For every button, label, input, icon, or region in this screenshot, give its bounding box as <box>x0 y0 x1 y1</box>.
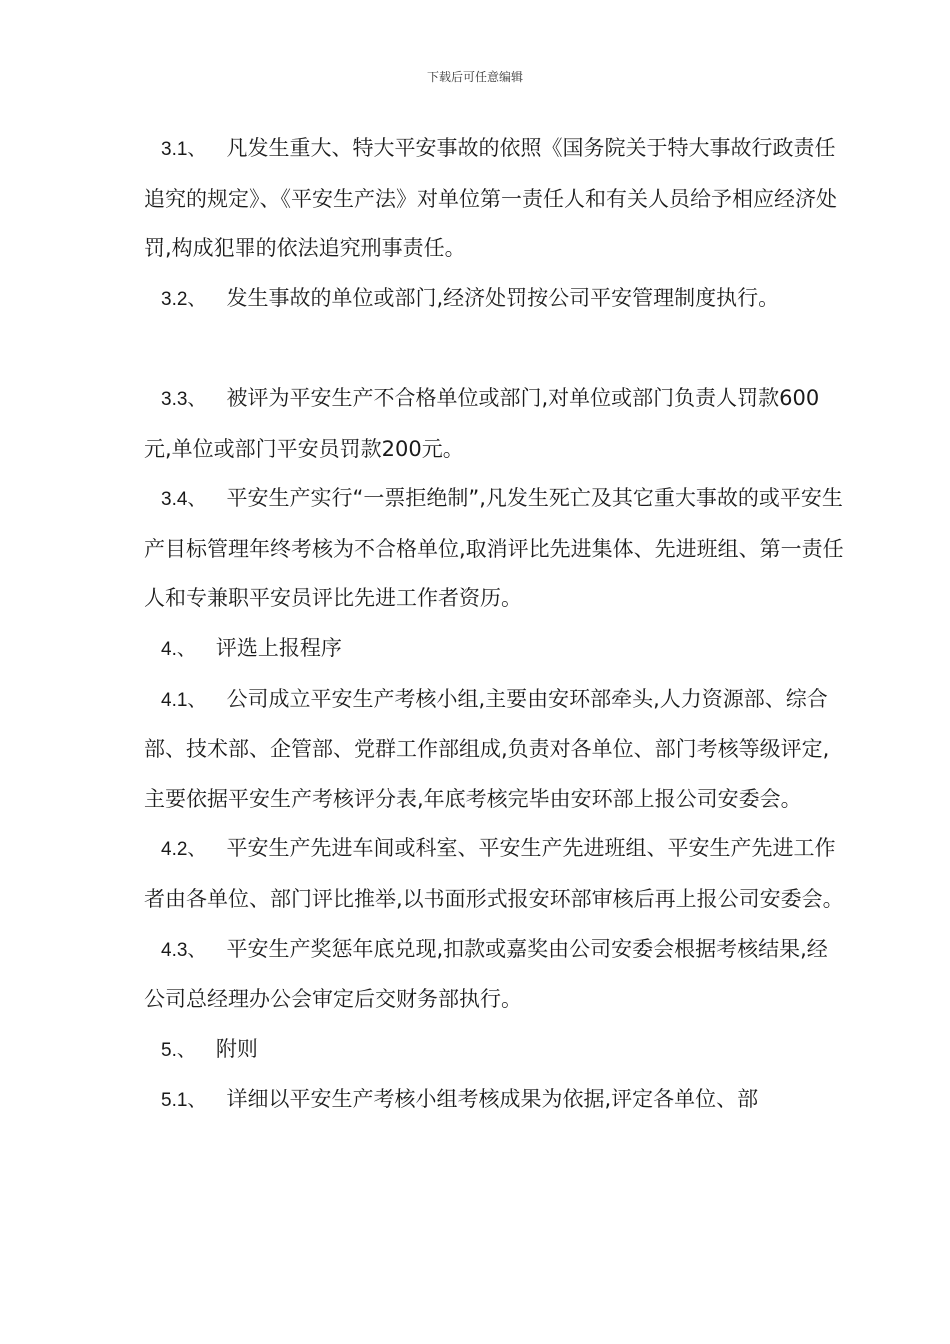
paragraph-3-1 <box>144 124 844 274</box>
section-number: 3.3、 <box>161 388 207 410</box>
paragraph-4-3 <box>144 925 844 1025</box>
document-body <box>144 124 844 1126</box>
paragraph-text: 平安生产先进车间或科室、平安生产先进班组、平安生产先进工作者由各单位、部门评比推举,以书面形式报安环部审核后再上报公司安委会。 <box>144 836 844 911</box>
section-number: 3.2、 <box>161 288 207 310</box>
paragraph-text: 公司成立平安生产考核小组,主要由安环部牵头,人力资源部、综合部、技术部、企管部、党群工作部组成,负责对各单位、部门考核等级评定,主要依据平安生产考核评分表,年底考核完毕由安环部上报公司安委会。 <box>144 686 830 811</box>
paragraph-text: 平安生产奖惩年底兑现,扣款或嘉奖由公司安委会根据考核结果,经公司总经理办公会审定后交财务部执行。 <box>144 936 828 1012</box>
section-number: 4.、 <box>161 638 196 660</box>
paragraph-3-3 <box>144 374 844 474</box>
paragraph-3-4 <box>144 474 844 624</box>
heading-4 <box>144 624 844 675</box>
section-number: 5.1、 <box>161 1090 207 1112</box>
paragraph-text: 详细以平安生产考核小组考核成果为依据,评定各单位、部 <box>226 1087 759 1112</box>
heading-text: 评选上报程序 <box>215 635 342 660</box>
section-number: 3.4、 <box>161 489 207 511</box>
heading-5 <box>144 1025 844 1076</box>
paragraph-text: 被评为平安生产不合格单位或部门,对单位或部门负责人罚款600元,单位或部门平安员罚款200元。 <box>144 385 820 461</box>
section-number: 4.1、 <box>161 689 207 711</box>
section-number: 4.2、 <box>161 839 207 861</box>
paragraph-4-2 <box>144 824 844 924</box>
paragraph-text: 平安生产实行“一票拒绝制”,凡发生死亡及其它重大事故的或平安生产目标管理年终考核为不合格单位,取消评比先进集体、先进班组、第一责任人和专兼职平安员评比先进工作者资历。 <box>144 486 844 611</box>
page-header: 下载后可任意编辑 <box>426 70 523 84</box>
paragraph-5-1 <box>144 1075 844 1126</box>
heading-text: 附则 <box>215 1036 258 1061</box>
paragraph-text: 发生事故的单位或部门,经济处罚按公司平安管理制度执行。 <box>226 285 780 310</box>
paragraph-3-2 <box>144 274 844 325</box>
section-number: 3.1、 <box>161 139 207 160</box>
paragraph-4-1 <box>144 675 844 825</box>
section-number: 5.、 <box>161 1039 196 1061</box>
paragraph-text: 凡发生重大、特大平安事故的依照《国务院关于特大事故行政责任追究的规定》、《平安生产法》对单位第一责任人和有关人员给予相应经济处罚,构成犯罪的依法追究刑事责任。 <box>144 136 837 261</box>
section-number: 4.3、 <box>161 939 207 961</box>
